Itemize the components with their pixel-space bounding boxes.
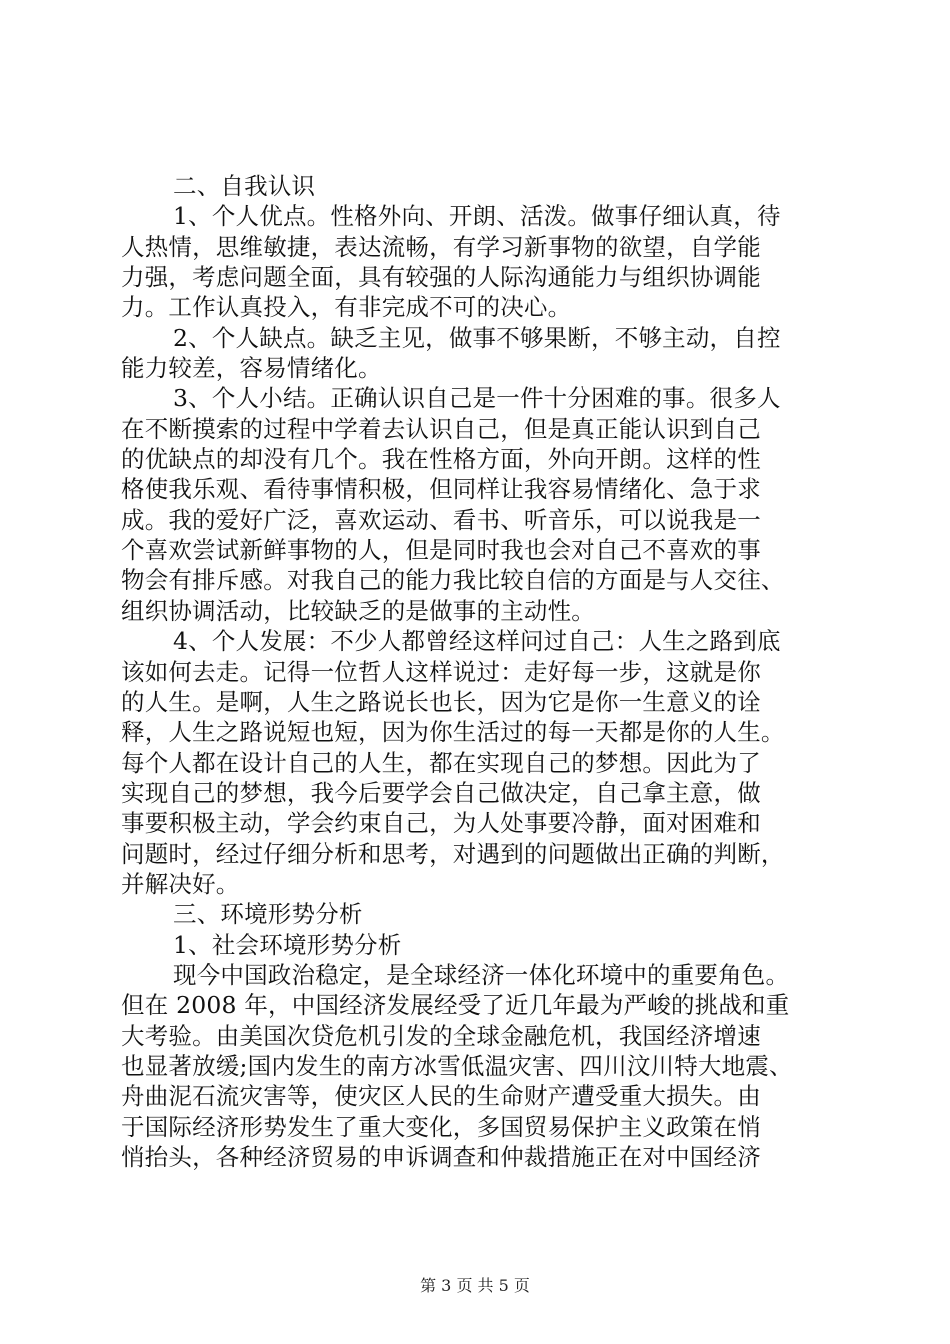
text-line: 成。我的爱好广泛，喜欢运动、看书、听音乐，可以说我是一 [121,505,761,534]
page-footer: 第 3 页 共 5 页 [420,1276,530,1295]
text-line: 格使我乐观、看待事情积极，但同样让我容易情绪化、急于求 [121,475,761,504]
text-line: 释，人生之路说短也短，因为你生活过的每一天都是你的人生。 [121,718,785,747]
text-line: 3、个人小结。正确认识自己是一件十分困难的事。很多人 [173,384,781,413]
text-line: 该如何去走。记得一位哲人这样说过：走好每一步，这就是你 [121,657,761,686]
text-line: 问题时，经过仔细分析和思考，对遇到的问题做出正确的判断， [121,839,785,868]
text-line: 舟曲泥石流灾害等，使灾区人民的生命财产遭受重大损失。由 [121,1082,761,1111]
text-line: 1、个人优点。性格外向、开朗、活泼。做事仔细认真，待 [173,202,781,231]
text-line: 个喜欢尝试新鲜事物的人，但是同时我也会对自己不喜欢的事 [121,536,761,565]
text-line: 的人生。是啊，人生之路说长也长，因为它是你一生意义的诠 [121,687,761,716]
text-line: 于国际经济形势发生了重大变化，多国贸易保护主义政策在悄 [121,1112,761,1141]
text-line: 2、个人缺点。缺乏主见，做事不够果断，不够主动，自控 [173,323,781,352]
text-line: 也显著放缓;国内发生的南方冰雪低温灾害、四川汶川特大地震、 [121,1051,793,1080]
text-line: 事要积极主动，学会约束自己，为人处事要冷静，面对困难和 [121,809,761,838]
text-line: 4、个人发展：不少人都曾经这样问过自己：人生之路到底 [173,627,781,656]
text-line: 每个人都在设计自己的人生，都在实现自己的梦想。因此为了 [121,748,761,777]
text-line: 组织协调活动，比较缺乏的是做事的主动性。 [121,596,595,625]
text-line: 力。工作认真投入，有非完成不可的决心。 [121,293,572,322]
text-line: 二、自我认识 [173,172,316,200]
text-line: 的优缺点的却没有几个。我在性格方面，外向开朗。这样的性 [121,445,761,474]
text-line: 并解决好。 [121,869,240,898]
document-body [121,171,833,1172]
text-line: 悄抬头，各种经济贸易的申诉调查和仲裁措施正在对中国经济 [121,1143,761,1171]
text-line: 能力较差，容易情绪化。 [121,354,382,383]
text-line: 实现自己的梦想，我今后要学会自己做决定，自己拿主意，做 [121,778,761,807]
text-line: 力强，考虑问题全面，具有较强的人际沟通能力与组织协调能 [121,263,761,292]
text-line: 在不断摸索的过程中学着去认识自己，但是真正能认识到自己 [121,414,761,443]
text-line: 物会有排斥感。对我自己的能力我比较自信的方面是与人交往、 [121,566,785,595]
text-line: 但在 2008 年，中国经济发展经受了近几年最为严峻的挑战和重 [121,991,790,1020]
text-line: 三、环境形势分析 [173,900,363,929]
text-line: 现今中国政治稳定，是全球经济一体化环境中的重要角色。 [173,960,790,989]
text-line: 大考验。由美国次贷危机引发的全球金融危机，我国经济增速 [121,1021,761,1050]
text-line: 1、社会环境形势分析 [173,930,402,959]
text-line: 人热情，思维敏捷，表达流畅，有学习新事物的欲望，自学能 [121,232,761,261]
